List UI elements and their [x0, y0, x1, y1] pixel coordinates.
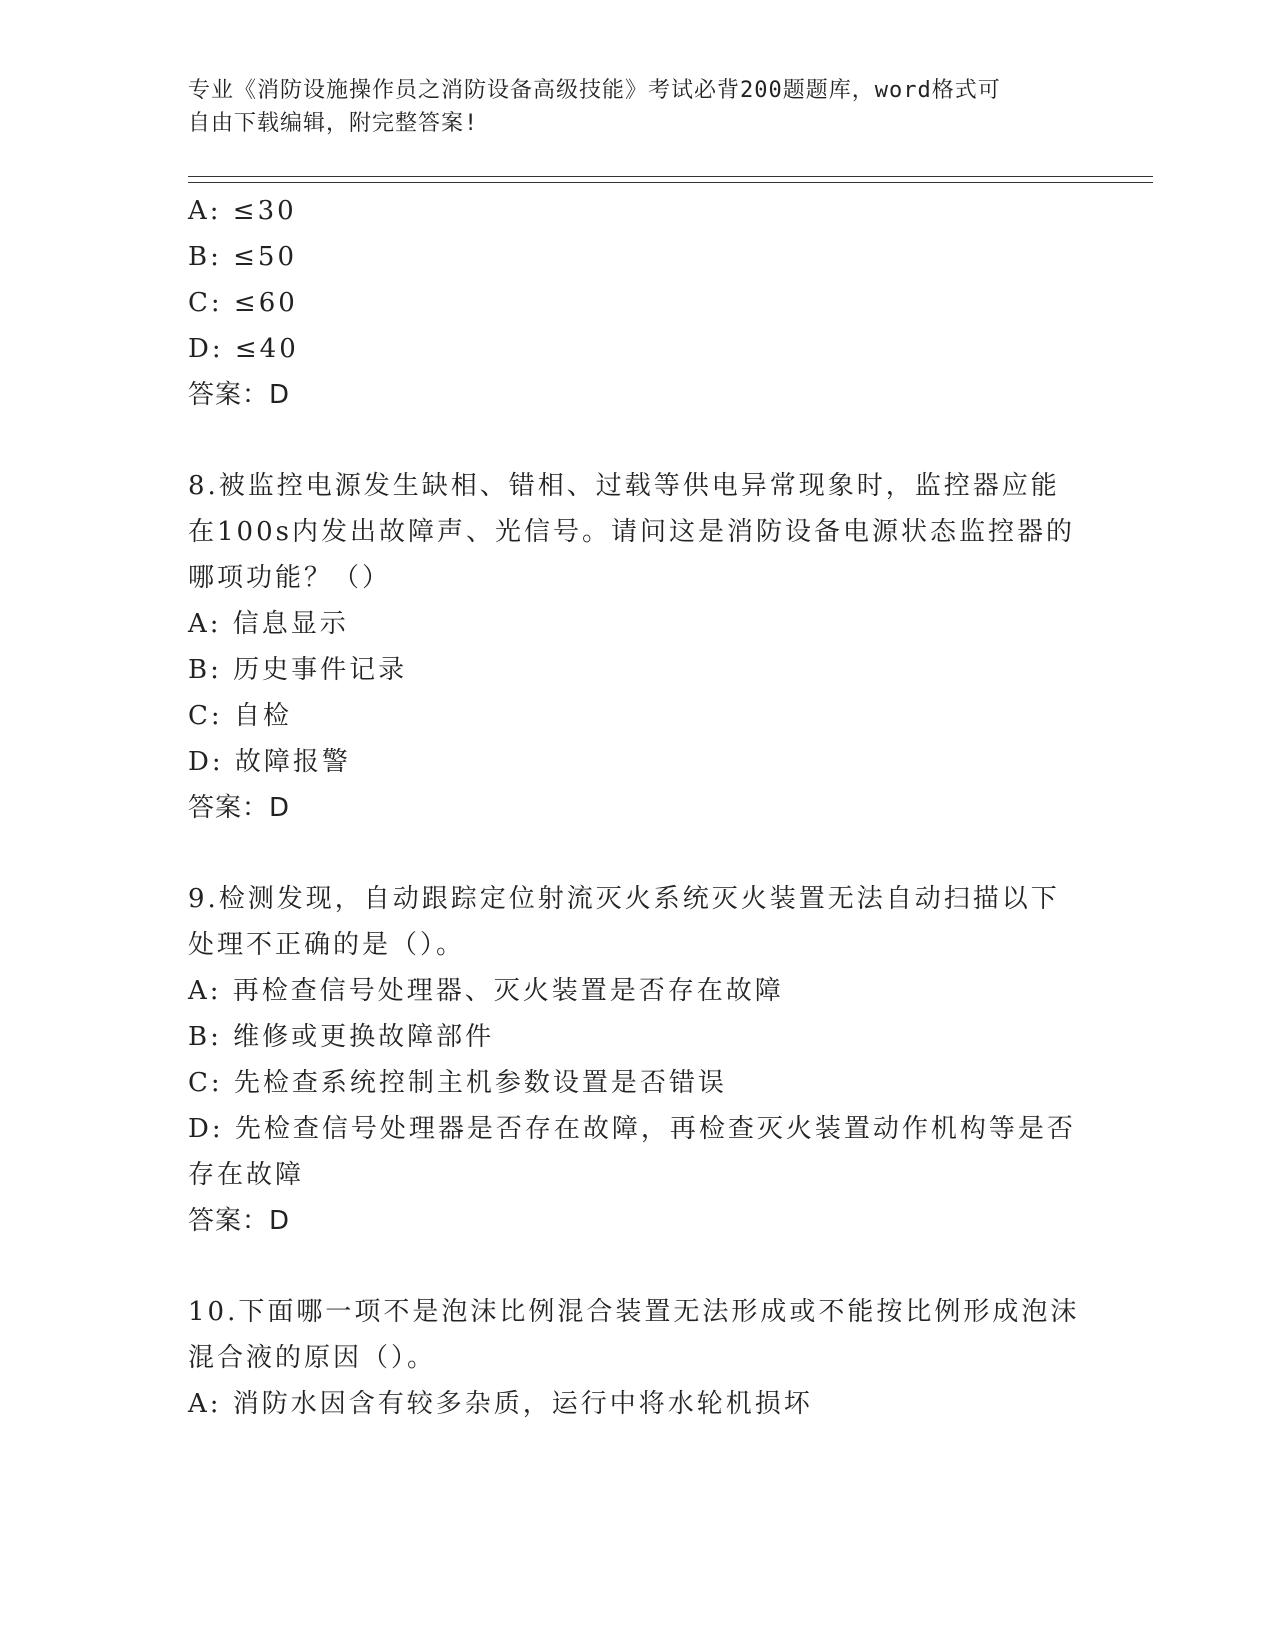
option-b: B: 历史事件记录	[188, 655, 408, 685]
question-8	[188, 463, 1088, 831]
option-a: A: ≤30	[188, 196, 297, 226]
question-text-line: 在100s内发出故障声、光信号。请问这是消防设备电源状态监控器的	[188, 517, 1075, 547]
option-b: B: 维修或更换故障部件	[188, 1022, 495, 1052]
option-d: D: ≤40	[188, 334, 299, 364]
option-c: C: 先检查系统控制主机参数设置是否错误	[188, 1068, 727, 1098]
document-header	[188, 74, 1088, 140]
header-title-line-2: 自由下载编辑，附完整答案!	[188, 111, 479, 136]
answer: 答案：D	[188, 1206, 291, 1236]
option-a: A: 再检查信号处理器、灭火装置是否存在故障	[188, 976, 784, 1006]
option-d-continued: 存在故障	[188, 1160, 305, 1190]
option-d: D: 先检查信号处理器是否存在故障，再检查灭火装置动作机构等是否	[188, 1114, 1076, 1144]
answer: 答案：D	[188, 380, 291, 410]
question-list	[188, 188, 1088, 1427]
question-text-line: 混合液的原因（）。	[188, 1343, 437, 1373]
header-title-line-1: 专业《消防设施操作员之消防设备高级技能》考试必背200题题库，word格式可	[188, 78, 1001, 103]
question-10	[188, 1289, 1088, 1427]
question-text-line: 9.检测发现，自动跟踪定位射流灭火系统灭火装置无法自动扫描以下	[188, 884, 1060, 914]
question-9	[188, 876, 1088, 1244]
header-divider	[188, 176, 1153, 183]
question-text-line: 处理不正确的是（）。	[188, 930, 466, 960]
option-a: A: 信息显示	[188, 609, 349, 639]
spacer	[188, 418, 1088, 463]
spacer	[188, 1244, 1088, 1289]
spacer	[188, 831, 1088, 876]
answer: 答案：D	[188, 793, 291, 823]
option-a: A: 消防水因含有较多杂质，运行中将水轮机损坏	[188, 1389, 813, 1419]
option-c: C: 自检	[188, 701, 292, 731]
option-b: B: ≤50	[188, 242, 297, 272]
question-7	[188, 188, 1088, 418]
option-d: D: 故障报警	[188, 747, 351, 777]
option-c: C: ≤60	[188, 288, 298, 318]
question-text-line: 10.下面哪一项不是泡沫比例混合装置无法形成或不能按比例形成泡沫	[188, 1297, 1080, 1327]
question-text-line: 8.被监控电源发生缺相、错相、过载等供电异常现象时，监控器应能	[188, 471, 1060, 501]
question-text-line: 哪项功能？（）	[188, 563, 392, 593]
